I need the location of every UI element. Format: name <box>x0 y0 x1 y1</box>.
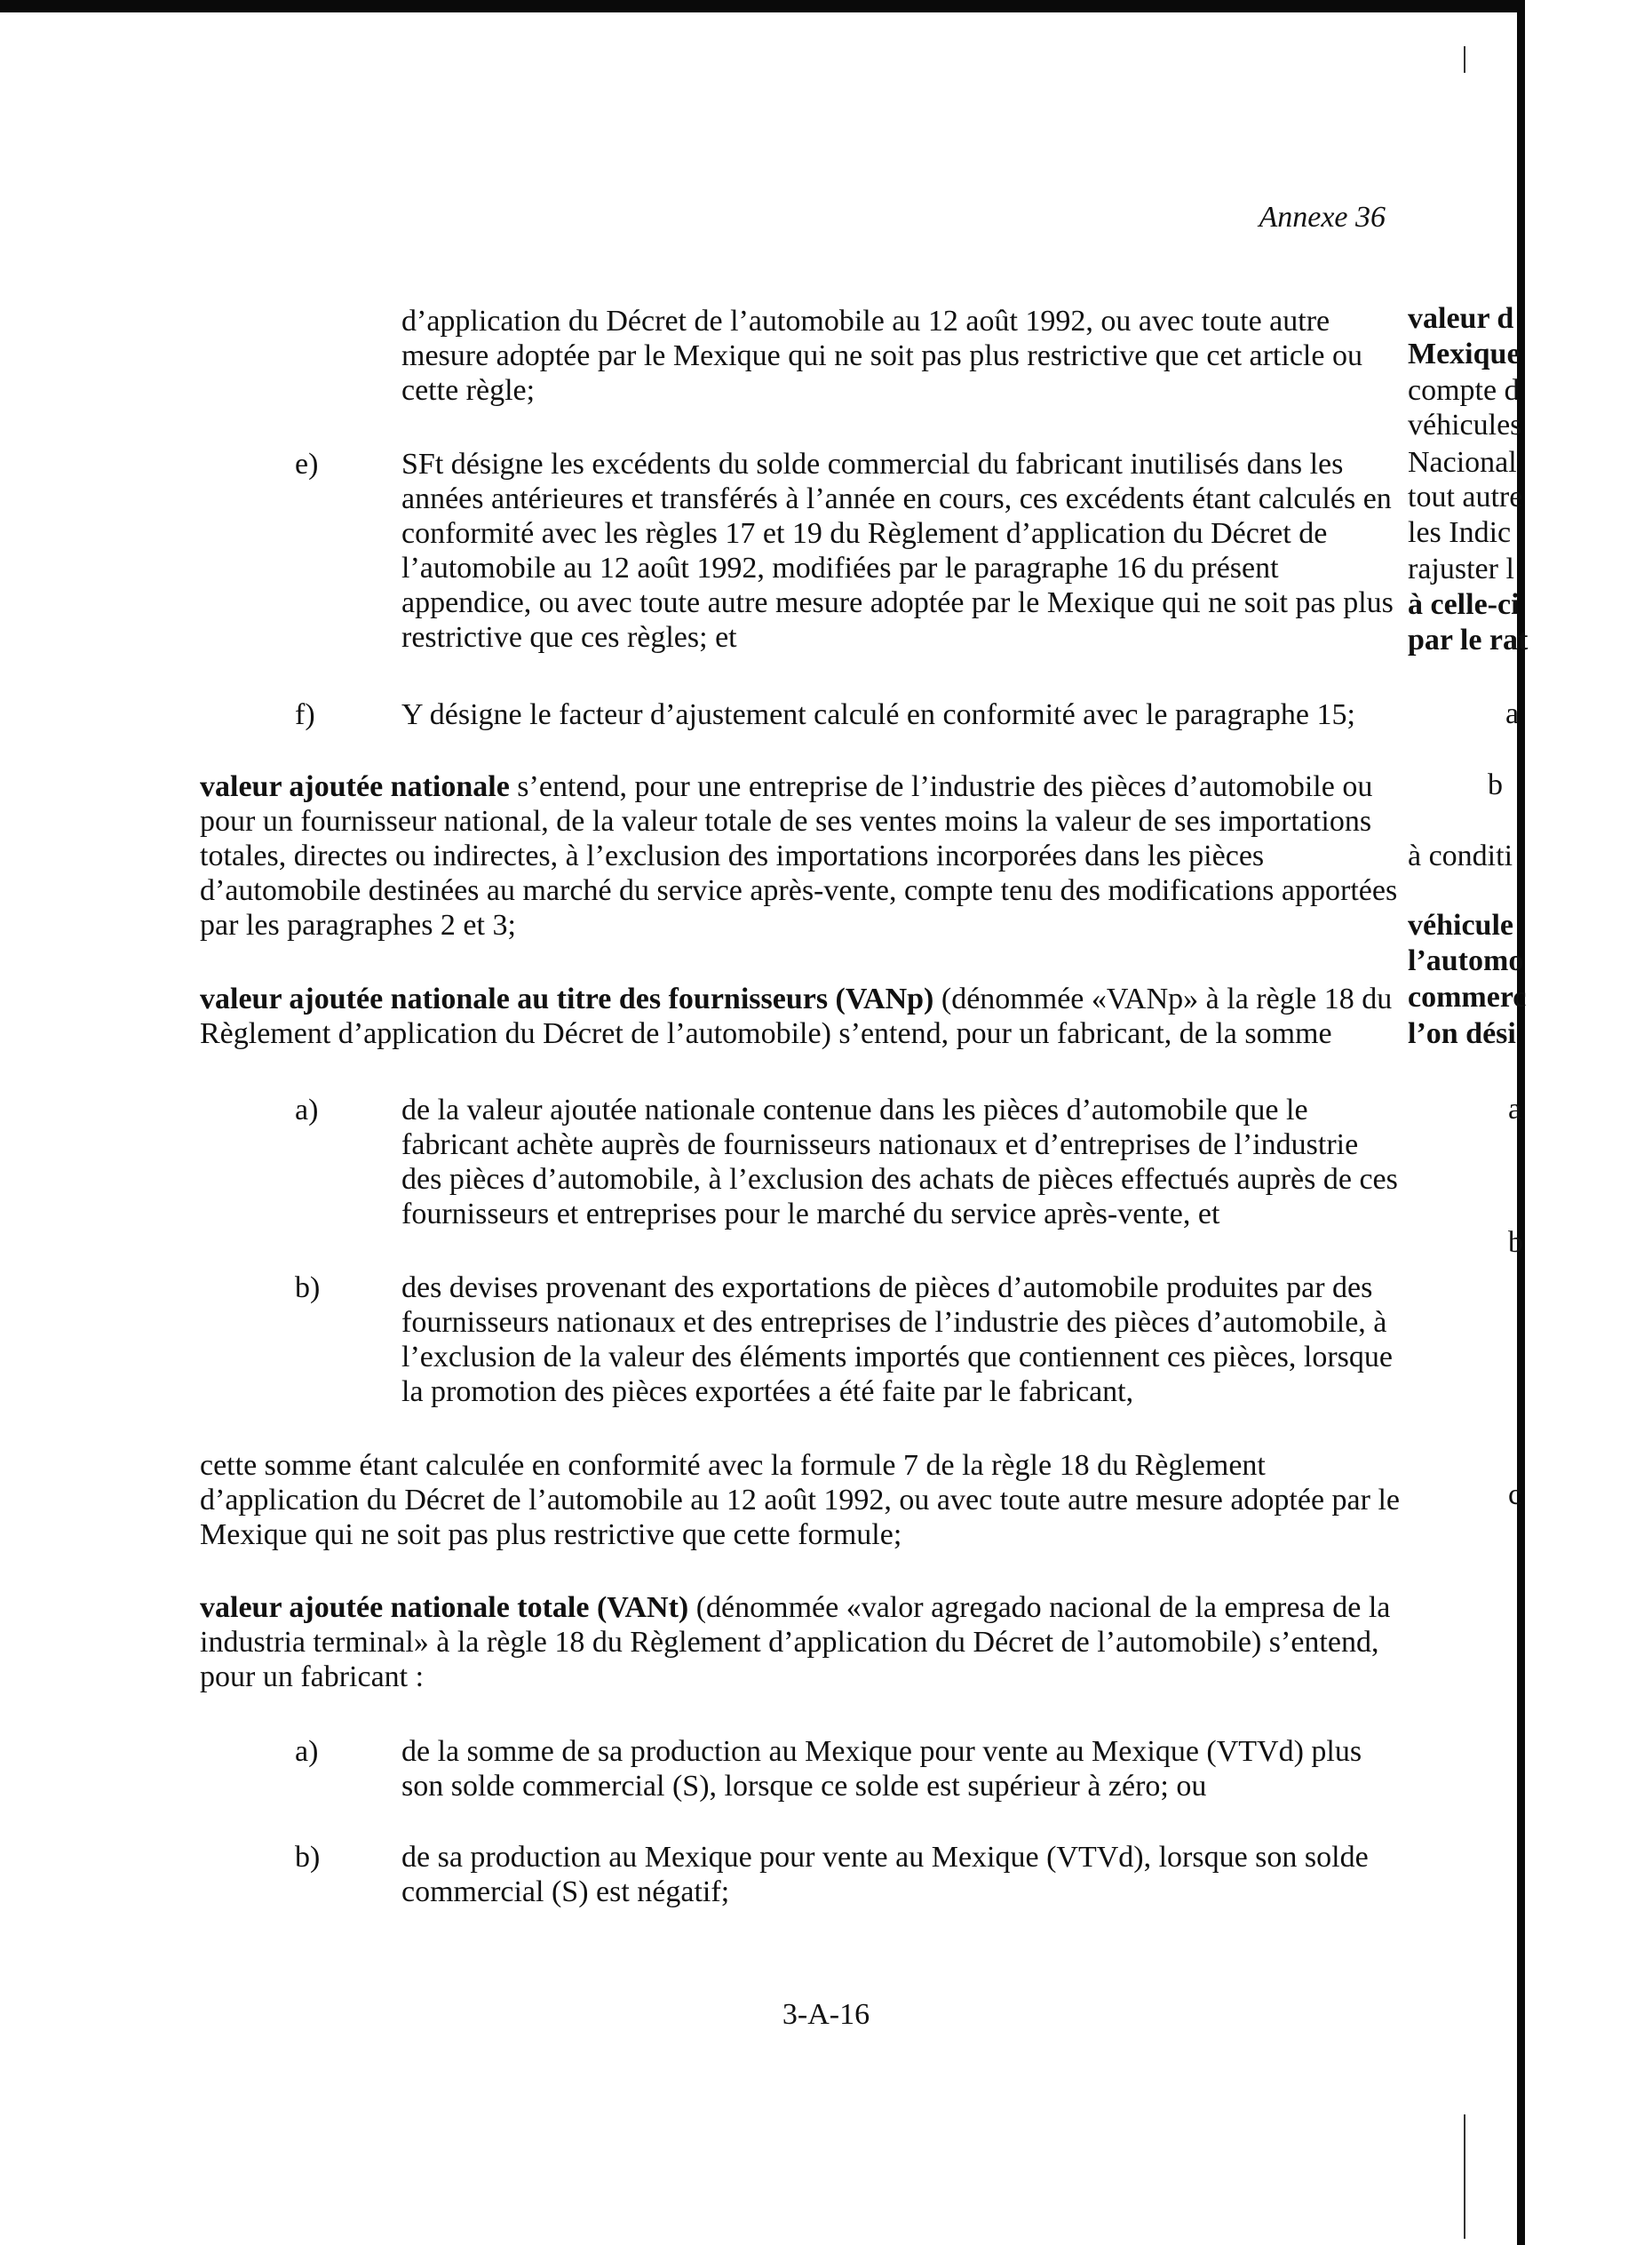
bleed-line: tout autre <box>1408 481 1523 513</box>
item-e-label: e) <box>295 448 319 481</box>
item-f-label: f) <box>295 698 315 731</box>
vanp-item-b-text: des devises provenant des exportations de pièces d’automobile produites par des fournisseurs nationaux et des entreprises de l’industrie des pièces d’automobile, à l’exclusion de la valeur des éléments importés que contiennent ces pièces, lorsque la promotion des pièces exportées a été faite par le fabricant, <box>401 1271 1393 1408</box>
bleed-line: par le rat <box>1408 624 1529 657</box>
bleed-line: Nacional <box>1408 446 1517 479</box>
bleed-line: l’on dési <box>1408 1017 1516 1050</box>
scan-speck <box>1464 46 1465 73</box>
bleed-line: rajuster l <box>1408 553 1514 585</box>
definition-van-text: s’entend, pour une entreprise de l’industrie des pièces d’automobile ou pour un fournisseur national, de la valeur totale de ses ventes moins la valeur de ses importations totales, directes ou indirectes, à l’exclusion des importations incorporées dans les pièces d’automobile destinées au marché du service après-vente, compte tenu des modifications apportées par les paragraphes 2 et 3; <box>200 770 1398 942</box>
vanp-item-a-label: a) <box>295 1094 319 1126</box>
bleed-line: compte d <box>1408 374 1520 407</box>
definition-vant-text: (dénommée «valor agregado nacional de la empresa de la industria terminal» à la règle 18 du Règlement d’application du Décret de l’automobile) s’entend, pour un fabricant : <box>200 1591 1391 1693</box>
vanp-item-a-text: de la valeur ajoutée nationale contenue dans les pièces d’automobile que le fabricant achète auprès de fournisseurs nationaux et d’entreprises de l’industrie des pièces d’automobile, à l’exclusion des achats de pièces effectués auprès de ces fournisseurs et entreprises pour le marché du service après-vente, et <box>401 1094 1398 1230</box>
item-e-text: SFt désigne les excédents du solde commercial du fabricant inutilisés dans les années antérieures et transférés à l’année en cours, ces excédents étant calculés en conformité avec les règles 17 et 19 du Règlement d’application du Décret de l’automobile au 12 août 1992, modifiées par le paragraphe 16 du présent appendice, ou avec toute autre mesure adoptée par le Mexique qui ne soit pas plus restrictive que ces règles; et <box>401 448 1394 654</box>
vant-item-b-text: de sa production au Mexique pour vente au Mexique (VTVd), lorsque son solde commercial (S) est négatif; <box>401 1841 1369 1908</box>
adjacent-page-bleed <box>1408 0 1529 2245</box>
bleed-line: véhicules <box>1408 409 1522 442</box>
bleed-line: l’automo <box>1408 944 1524 977</box>
bleed-line: les Indic <box>1408 516 1512 549</box>
definition-vanp-text: (dénommée «VANp» à la règle 18 du Règlement d’application du Décret de l’automobile) s’entend, pour un fabricant, de la somme <box>200 983 1393 1050</box>
vanp-closing-paragraph: cette somme étant calculée en conformité avec la formule 7 de la règle 18 du Règlement d’application du Décret de l’automobile au 12 août 1992, ou avec toute autre mesure adoptée par le Mexique qui ne soit pas plus restrictive que cette formule; <box>200 1449 1400 1551</box>
bleed-line: à conditi <box>1408 840 1513 872</box>
vant-item-a-label: a) <box>295 1735 319 1768</box>
bleed-line: b <box>1488 768 1503 801</box>
term-van: valeur ajoutée nationale <box>200 770 510 803</box>
vant-item-b-label: b) <box>295 1841 321 1874</box>
paragraph-d-continuation: d’application du Décret de l’automobile au 12 août 1992, ou avec toute autre mesure adoptée par le Mexique qui ne soit pas plus restrictive que cet article ou cette règle; <box>401 305 1362 407</box>
vanp-item-b-label: b) <box>295 1271 321 1304</box>
definition-valeur-ajoutee-nationale <box>200 769 1405 943</box>
bleed-line: valeur d <box>1408 302 1514 335</box>
item-f-text: Y désigne le facteur d’ajustement calculé en conformité avec le paragraphe 15; <box>401 698 1355 731</box>
bleed-line: a <box>1505 697 1520 730</box>
vant-item-a-text: de la somme de sa production au Mexique pour vente au Mexique (VTVd) plus son solde commercial (S), lorsque ce solde est supérieur à zéro; ou <box>401 1735 1362 1803</box>
bleed-line: véhicule <box>1408 909 1513 942</box>
bleed-line: c <box>1508 1478 1522 1511</box>
term-vanp: valeur ajoutée nationale au titre des fournisseurs (VANp) <box>200 983 934 1015</box>
term-vant: valeur ajoutée nationale totale (VANt) <box>200 1591 689 1624</box>
bleed-line: b <box>1508 1226 1523 1259</box>
bleed-line: commerc <box>1408 981 1527 1014</box>
bleed-line: a <box>1508 1093 1522 1126</box>
definition-vant <box>200 1590 1405 1694</box>
page-number: 3-A-16 <box>782 1998 870 2031</box>
annex-header: Annexe 36 <box>1259 201 1386 234</box>
definition-vanp <box>200 982 1405 1051</box>
scan-speck <box>1464 2114 1465 2239</box>
bleed-line: Mexique <box>1408 338 1521 370</box>
bleed-line: à celle-ci <box>1408 588 1520 621</box>
